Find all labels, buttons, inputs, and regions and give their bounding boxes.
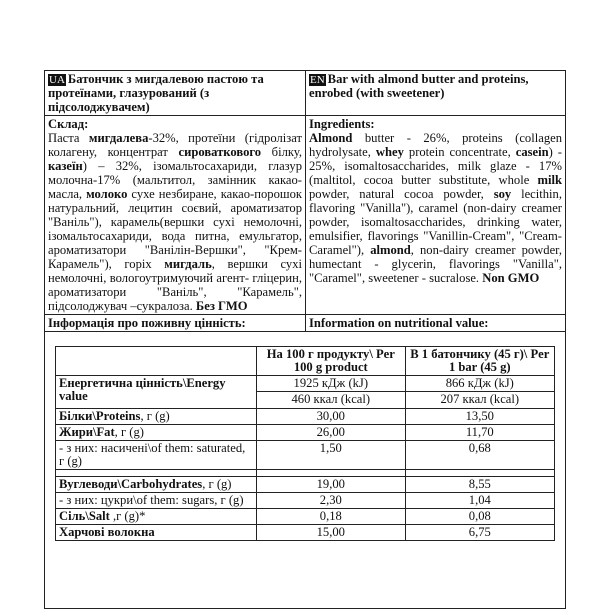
nutrient-per100: 30,00 bbox=[257, 409, 406, 425]
energy-perbar-kcal: 207 ккал (kcal) bbox=[440, 392, 520, 406]
energy-per100 bbox=[257, 376, 406, 409]
nutrient-per100: 1,50 bbox=[257, 441, 406, 470]
ua-ingredient-run: сухе незбиране, какао-порошок натуральний, лецитин соєвий, ароматизатор "Ваніль"), карамель(вершки сухі немолочні, ізомальтосахариди, вода питна, емульгатор, ароматизатори "Ванілін-Вершки", "Крем-Карамель"), горіх bbox=[48, 187, 302, 271]
nutrient-per100: 2,30 bbox=[257, 493, 406, 509]
en-ingredient-run: Almond bbox=[309, 131, 353, 145]
ua-ingredient-run: білку, bbox=[261, 145, 302, 159]
label-sheet bbox=[44, 70, 566, 609]
nutrient-unit: , г (g) bbox=[140, 409, 170, 423]
en-nutrition-heading: Information on nutritional value: bbox=[305, 315, 565, 331]
en-ingredients-text bbox=[309, 131, 562, 285]
nutrient-unit: ,г (g)* bbox=[109, 509, 146, 523]
en-ingredient-run: almond bbox=[370, 243, 411, 257]
en-product-title: Bar with almond butter and proteins, enrobed (with sweetener) bbox=[309, 72, 529, 100]
nutrition-row bbox=[56, 509, 555, 525]
ua-ingredient-run: молоко bbox=[86, 187, 128, 201]
nutrient-perbar: 0,08 bbox=[405, 509, 554, 525]
ua-product-title: Батончик з мигдалевою пастою та протеїнами, глазурований (з підсолоджувачем) bbox=[48, 72, 264, 114]
en-ingredient-run: , non-dairy creamer powder, humectant - glycerin, flavorings "Vanilla", "Caramel", sweetener - sucralose. bbox=[309, 243, 563, 285]
header-empty-cell bbox=[56, 347, 257, 376]
ua-title-cell bbox=[45, 71, 305, 115]
ua-ingredient-run: казеїн bbox=[48, 159, 83, 173]
en-ingredient-run: soy bbox=[493, 187, 512, 201]
nutrition-row bbox=[56, 425, 555, 441]
energy-label: Енергетична цінність\Energy value bbox=[56, 376, 257, 409]
nutrition-table bbox=[55, 346, 555, 541]
energy-perbar bbox=[405, 376, 554, 409]
nutrition-row bbox=[56, 441, 555, 470]
ua-ingredient-run: мигдаль bbox=[164, 257, 212, 271]
nutrient-name: Сіль\Salt bbox=[59, 509, 110, 523]
ua-lang-tag: UA bbox=[49, 74, 65, 86]
en-lang-tag: EN bbox=[310, 74, 325, 86]
title-row bbox=[45, 71, 565, 116]
nutrient-unit: - з них: цукри\of them: sugars, г (g) bbox=[59, 493, 244, 507]
nutrition-table-area bbox=[45, 332, 565, 608]
nutrient-unit: , г (g) bbox=[202, 477, 232, 491]
spacer-cell bbox=[56, 470, 257, 477]
spacer-cell bbox=[257, 470, 406, 477]
en-composition-cell bbox=[305, 116, 565, 314]
nutrition-row bbox=[56, 409, 555, 425]
nutrient-label bbox=[56, 493, 257, 509]
energy-row bbox=[56, 376, 555, 409]
nutrient-name: Жири\Fat bbox=[59, 425, 115, 439]
ua-ingredient-run: -32%, протеїни (гідролізат колагену, концентрат bbox=[48, 131, 303, 159]
nutrient-label bbox=[56, 525, 257, 541]
ua-ingredient-run: мигдалева bbox=[88, 131, 149, 145]
en-ingredient-run: casein bbox=[515, 145, 549, 159]
nutrient-label bbox=[56, 441, 257, 470]
nutrient-per100: 15,00 bbox=[257, 525, 406, 541]
en-ingredient-run: butter - 26%, proteins (collagen hydrolysate, bbox=[309, 131, 562, 159]
nutrient-name: Харчові волокна bbox=[59, 525, 155, 539]
en-ingredient-run: ) - 25%, isomaltosaccharides, milk glaze - 17% (maltitol, cocoa butter substitute, whole bbox=[309, 145, 563, 187]
nutrient-perbar: 11,70 bbox=[405, 425, 554, 441]
ua-composition-heading: Склад: bbox=[48, 117, 89, 131]
nutrient-per100: 26,00 bbox=[257, 425, 406, 441]
nutrient-label bbox=[56, 425, 257, 441]
en-ingredient-run: lecithin, flavoring "Vanilla"), caramel (non-dairy creamer powder, isomaltosaccharides, drinking water, emulsifier, flavorings "Vanillin-Cream", "Cream-Caramel"), bbox=[309, 187, 562, 257]
nutrient-perbar: 13,50 bbox=[405, 409, 554, 425]
ua-ingredient-run: Без ГМО bbox=[195, 299, 248, 313]
nutrient-label bbox=[56, 477, 257, 493]
composition-row bbox=[45, 116, 565, 315]
ua-ingredient-run: , вершки сухі немолочні, вологоутримуючий агент- гліцерин, ароматизатори "Ваніль", "Карамель", підсолоджувач –сукралоза. bbox=[48, 257, 302, 313]
nutrient-label bbox=[56, 509, 257, 525]
nutrient-perbar: 0,68 bbox=[405, 441, 554, 470]
ua-composition-cell bbox=[45, 116, 305, 314]
nutrition-header-row bbox=[56, 347, 555, 376]
nutrient-per100: 0,18 bbox=[257, 509, 406, 525]
nutrition-row bbox=[56, 493, 555, 509]
spacer-cell bbox=[405, 470, 554, 477]
ua-ingredients-text bbox=[48, 131, 302, 313]
nutrition-spacer-row bbox=[56, 470, 555, 477]
header-per-100g: На 100 г продукту\ Per 100 g product bbox=[257, 347, 406, 376]
nutrient-unit: - з них: насичені\of them: saturated, г (g) bbox=[59, 441, 246, 468]
nutrient-per100: 19,00 bbox=[257, 477, 406, 493]
energy-perbar-kj: 866 кДж (kJ) bbox=[406, 377, 554, 392]
en-ingredient-run: milk bbox=[537, 173, 562, 187]
en-composition-heading: Ingredients: bbox=[309, 117, 375, 131]
nutrient-perbar: 8,55 bbox=[405, 477, 554, 493]
nutrition-heading-row bbox=[45, 315, 565, 332]
ua-ingredient-run: сироваткового bbox=[178, 145, 262, 159]
energy-per100-kcal: 460 ккал (kcal) bbox=[291, 392, 371, 406]
nutrient-perbar: 6,75 bbox=[405, 525, 554, 541]
nutrition-row bbox=[56, 477, 555, 493]
header-per-bar: В 1 батончику (45 г)\ Per 1 bar (45 g) bbox=[405, 347, 554, 376]
ua-nutrition-heading: Інформація про поживну цінність: bbox=[48, 316, 246, 330]
en-ingredient-run: whey bbox=[375, 145, 404, 159]
nutrient-name: Вуглеводи\Carbohydrates bbox=[59, 477, 203, 491]
nutrient-name: Білки\Proteins bbox=[59, 409, 141, 423]
en-ingredient-run: Non GMO bbox=[482, 271, 540, 285]
ua-ingredient-run: ) – 32%, ізомальтосахариди, глазур молочна-17% (мальтитол, замінник какао-масла, bbox=[48, 159, 302, 201]
nutrient-label bbox=[56, 409, 257, 425]
en-ingredient-run: powder, natural cocoa powder, bbox=[309, 187, 494, 201]
nutrient-unit: , г (g) bbox=[114, 425, 144, 439]
en-ingredient-run: protein concentrate, bbox=[403, 145, 516, 159]
nutrition-row bbox=[56, 525, 555, 541]
en-title-cell bbox=[305, 71, 565, 115]
energy-per100-kj: 1925 кДж (kJ) bbox=[257, 377, 405, 392]
ua-ingredient-run: Паста bbox=[48, 131, 89, 145]
nutrient-perbar: 1,04 bbox=[405, 493, 554, 509]
